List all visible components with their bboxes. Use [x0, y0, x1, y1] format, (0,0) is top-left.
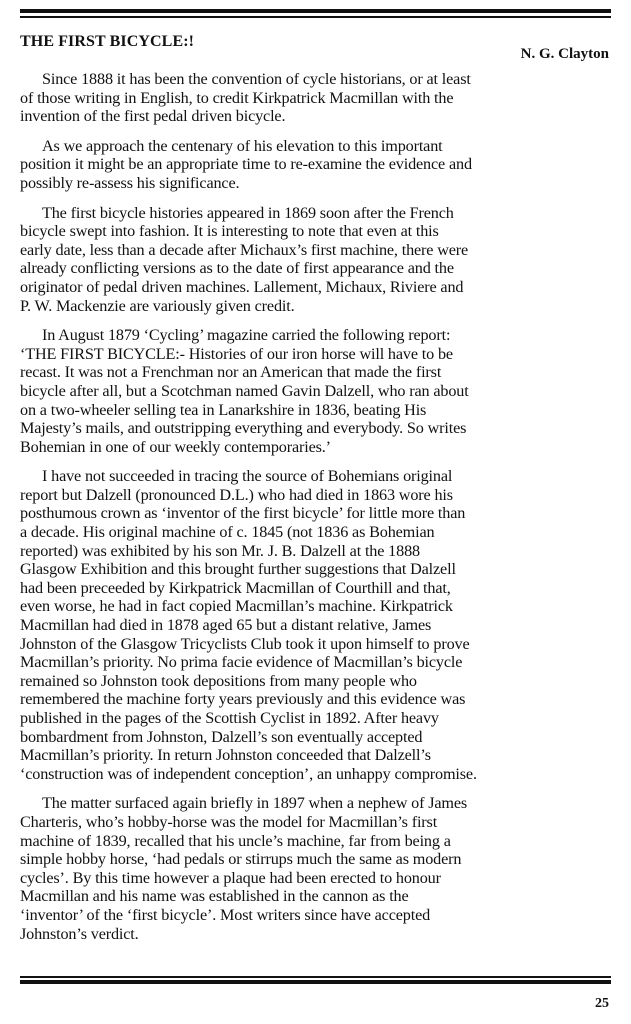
bottom-rule-thick: [20, 980, 611, 984]
article-author: N. G. Clayton: [520, 46, 609, 62]
paragraph-2: As we approach the centenary of his elevation to this important position it might be an appropriate time to re-examine the evidence and possibly re-assess his significance.: [20, 136, 472, 192]
document-page: [20, 0, 611, 1024]
paragraph-5: I have not succeeded in tracing the source of Bohemians original report but Dalzell (pronounced D.L.) who had died in 1863 wore his posthumous crown as ‘inventor of the first bicycle’ for little more than a decade. His original machine of c. 1845 (not 1836 as Bohemian reported) was exhibited by his son Mr. J. B. Dalzell at the 1888 Glasgow Exhibition and this brought further suggestions that Dalzell had been preceeded by Kirkpatrick Macmillan of Courthill and that, even worse, he had in fact copied Macmillan’s machine. Kirkpatrick Macmillan had died in 1878 aged 65 but a distant relative, James Johnston of the Glasgow Tricyclists Club took it upon himself to prove Macmillan’s priority. No prima facie evidence of Macmillan’s bicycle remained so Johnston took depositions from many people who remembered the machine forty years previously and this evidence was published in the pages of the Scottish Cyclist in 1892. After heavy bombardment from Johnston, Dalzell’s son eventually accepted Macmillan’s priority. In return Johnston conceeded that Dalzell’s ‘construction was of independent conception’, an unhappy compromise.: [20, 467, 477, 783]
top-rule-thick: [20, 9, 611, 13]
article-body: [20, 70, 611, 954]
page-number: 25: [595, 996, 609, 1011]
paragraph-1: Since 1888 it has been the convention of cycle historians, or at least of those writing in English, to credit Kirkpatrick Macmillan with the invention of the first pedal driven bicycle.: [20, 70, 471, 126]
paragraph-6: The matter surfaced again briefly in 1897 when a nephew of James Charteris, who’s hobby-horse was the model for Macmillan’s first machine of 1839, recalled that his uncle’s machine, far from being a simple hobby horse, ‘had pedals or stirrups much the same as modern cycles’. By this time however a plaque had been erected to honour Macmillan and his name was established in the cannon as the ‘inventor’ of the ‘first bicycle’. Most writers since have accepted Johnston’s verdict.: [20, 794, 468, 943]
article-title: THE FIRST BICYCLE:!: [20, 33, 195, 50]
paragraph-3: The first bicycle histories appeared in 1869 soon after the French bicycle swept into fashion. It is interesting to note that even at this early date, less than a decade after Michaux’s first machine, there were already conflicting versions as to the date of first appearance and the originator of pedal driven machines. Lallement, Michaux, Riviere and P. W. Mackenzie are variously given credit.: [20, 203, 469, 315]
top-rule-thin: [20, 16, 611, 18]
paragraph-4: In August 1879 ‘Cycling’ magazine carried the following report: ‘THE FIRST BICYCLE:- Histories of our iron horse will have to be recast. It was not a Frenchman nor an American that made the first bicycle after all, but a Scotchman named Gavin Dalzell, who ran about on a two-wheeler selling tea in Lanarkshire in 1836, beating His Majesty’s mails, and outstripping everything and everybody. So writes Bohemian in one of our weekly contemporaries.’: [20, 326, 469, 456]
bottom-rule-thin: [20, 976, 611, 978]
